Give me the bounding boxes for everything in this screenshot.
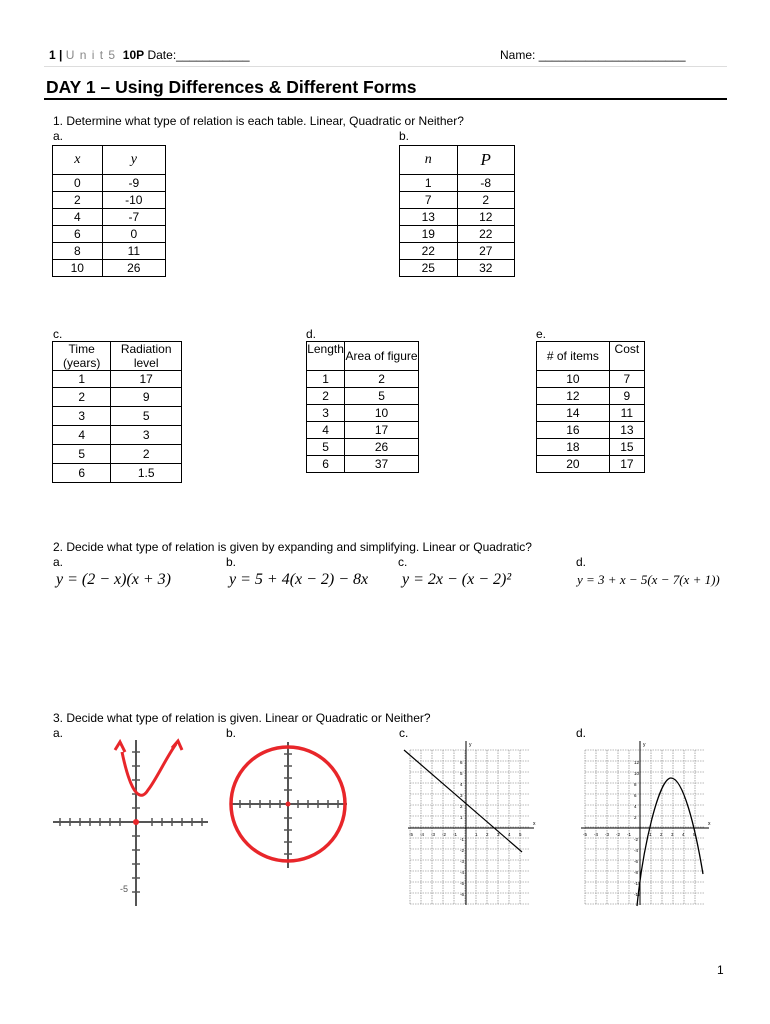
graph-a-axes — [53, 740, 208, 906]
name-label: Name: — [500, 48, 536, 62]
graph-a-origin — [133, 819, 139, 825]
table-cell: -9 — [102, 175, 165, 192]
graph-b — [226, 740, 351, 870]
table-cell: 13 — [400, 209, 458, 226]
footer-page-number: 1 — [717, 963, 724, 977]
table-cell: 10 — [345, 405, 419, 422]
table-cell: 1 — [400, 175, 458, 192]
x-tick-label: 1 — [475, 832, 478, 837]
table-cell: 20 — [537, 456, 610, 473]
equation-c: y = 2x − (x − 2)² — [402, 571, 512, 588]
header-right — [500, 48, 686, 62]
table-cell: 9 — [609, 388, 644, 405]
y-tick-label: 2 — [460, 804, 463, 809]
table-cell: 5 — [307, 439, 345, 456]
date-field[interactable]: ___________ — [176, 48, 250, 62]
table-header: Area of figure — [345, 342, 419, 371]
x-tick-label: 1 — [649, 832, 652, 837]
y-tick-label: 6 — [460, 760, 463, 765]
x-tick-label: 5 — [693, 832, 696, 837]
graph-a-tick-label: -5 — [120, 884, 129, 894]
table-cell: -10 — [102, 192, 165, 209]
x-tick-label: -1 — [627, 832, 632, 837]
graph-c-axes — [408, 741, 534, 905]
table-e — [536, 341, 645, 473]
y-tick-label: 5 — [460, 771, 463, 776]
equation-a: y = (2 − x)(x + 3) — [56, 571, 172, 588]
graph-a-curve — [122, 744, 176, 795]
table-cell: 2 — [53, 388, 111, 407]
table-cell: 1 — [53, 371, 111, 388]
table-cell: 12 — [457, 209, 515, 226]
table-cell: 11 — [102, 243, 165, 260]
table-cell: 10 — [53, 260, 103, 277]
x-tick-label: -3 — [605, 832, 610, 837]
date-label: Date: — [147, 48, 177, 62]
graph-d-axis-x: x — [708, 821, 711, 827]
x-tick-label: 2 — [660, 832, 663, 837]
table-cell: 4 — [53, 209, 103, 226]
y-tick-label: -12 — [634, 892, 641, 897]
y-tick-label: 1 — [460, 815, 463, 820]
table-cell: 2 — [111, 445, 182, 464]
page-title: DAY 1 – Using Differences & Different Forms — [46, 77, 417, 97]
table-cell: 6 — [53, 464, 111, 483]
x-tick-label: 4 — [682, 832, 685, 837]
table-a — [52, 145, 166, 277]
x-tick-label: -4 — [594, 832, 599, 837]
y-tick-label: -2 — [460, 848, 465, 853]
x-tick-label: 2 — [486, 832, 489, 837]
equation-d: y = 3 + x − 5(x − 7(x + 1)) — [577, 572, 720, 587]
table-cell: 2 — [53, 192, 103, 209]
x-tick-label: 4 — [508, 832, 511, 837]
table-cell: 22 — [457, 226, 515, 243]
table-cell: 22 — [400, 243, 458, 260]
table-cell: 3 — [111, 426, 182, 445]
y-tick-label: -1 — [460, 837, 465, 842]
q1-d-label: d. — [306, 327, 317, 341]
separator: | — [59, 48, 63, 62]
y-tick-label: -6 — [634, 859, 639, 864]
x-tick-label: 3 — [671, 832, 674, 837]
table-cell: 27 — [457, 243, 515, 260]
graph-c-axis-y: y — [469, 742, 472, 748]
x-tick-label: 3 — [497, 832, 500, 837]
table-header: # of items — [537, 342, 610, 371]
x-tick-label: 5 — [519, 832, 522, 837]
y-tick-label: -6 — [460, 892, 465, 897]
q1-a-label: a. — [53, 129, 64, 143]
y-tick-label: -8 — [634, 870, 639, 875]
table-header: Length — [307, 342, 345, 371]
table-cell: 7 — [609, 371, 644, 388]
table-header: Cost — [609, 342, 644, 371]
table-cell: 5 — [53, 445, 111, 464]
table-header: x — [53, 146, 103, 175]
table-cell: 1 — [307, 371, 345, 388]
table-cell: 1.5 — [111, 464, 182, 483]
table-cell: 5 — [111, 407, 182, 426]
title-rule — [44, 98, 727, 100]
table-header: Radiation level — [111, 342, 182, 371]
table-b — [399, 145, 515, 277]
table-cell: 2 — [307, 388, 345, 405]
y-tick-label: -3 — [460, 859, 465, 864]
q2-b-label: b. — [226, 555, 237, 569]
q2-c-label: c. — [398, 555, 408, 569]
table-cell: 18 — [537, 439, 610, 456]
y-tick-label: 4 — [634, 804, 637, 809]
header-left — [49, 48, 250, 62]
table-cell: 5 — [345, 388, 419, 405]
graph-d-curve — [637, 778, 703, 906]
x-tick-label: -5 — [409, 832, 414, 837]
q1-b-label: b. — [399, 129, 410, 143]
q3-a-label: a. — [53, 726, 64, 740]
table-cell: 16 — [537, 422, 610, 439]
table-cell: 26 — [102, 260, 165, 277]
table-cell: 2 — [457, 192, 515, 209]
table-cell: 12 — [537, 388, 610, 405]
table-cell: 4 — [53, 426, 111, 445]
graph-b-origin — [286, 802, 291, 807]
graph-a — [48, 738, 218, 908]
table-cell: 4 — [307, 422, 345, 439]
y-tick-label: 10 — [634, 771, 640, 776]
q3-prompt: 3. Decide what type of relation is given. Linear or Quadratic or Neither? — [53, 711, 431, 725]
graph-d-axes — [581, 741, 709, 905]
table-cell: 17 — [111, 371, 182, 388]
table-cell: 0 — [102, 226, 165, 243]
table-cell: -7 — [102, 209, 165, 226]
table-cell: 37 — [345, 456, 419, 473]
y-tick-label: -4 — [460, 870, 465, 875]
table-cell: 10 — [537, 371, 610, 388]
q3-d-label: d. — [576, 726, 587, 740]
table-header: y — [102, 146, 165, 175]
page-number: 1 — [49, 48, 56, 62]
table-cell: 7 — [400, 192, 458, 209]
unit-label: U n i t 5 — [65, 48, 117, 62]
y-tick-label: -10 — [634, 881, 641, 886]
q2-a-label: a. — [53, 555, 64, 569]
graph-d — [575, 738, 715, 908]
table-c — [52, 341, 182, 483]
header-divider — [44, 66, 727, 67]
table-cell: 11 — [609, 405, 644, 422]
q2-prompt: 2. Decide what type of relation is given by expanding and simplifying. Linear or Quadratic? — [53, 540, 532, 554]
table-cell: 0 — [53, 175, 103, 192]
graph-d-axis-y: y — [643, 742, 646, 748]
table-cell: 19 — [400, 226, 458, 243]
x-tick-label: -3 — [431, 832, 436, 837]
table-cell: 2 — [345, 371, 419, 388]
x-tick-label: -2 — [616, 832, 621, 837]
table-d — [306, 341, 419, 473]
table-header: n — [400, 146, 458, 175]
y-tick-label: 3 — [460, 793, 463, 798]
table-cell: 15 — [609, 439, 644, 456]
table-header: P — [457, 146, 515, 175]
x-tick-label: -4 — [420, 832, 425, 837]
graph-a-arrow-left — [115, 742, 125, 752]
q1-e-label: e. — [536, 327, 547, 341]
q2-d-label: d. — [576, 555, 587, 569]
table-cell: 32 — [457, 260, 515, 277]
table-cell: 17 — [609, 456, 644, 473]
y-tick-label: 8 — [634, 782, 637, 787]
table-cell: 25 — [400, 260, 458, 277]
graph-d-grid — [585, 750, 705, 904]
table-cell: -8 — [457, 175, 515, 192]
x-tick-label: -1 — [453, 832, 458, 837]
y-tick-label: -4 — [634, 848, 639, 853]
equation-b: y = 5 + 4(x − 2) − 8x — [229, 571, 369, 588]
q3-b-label: b. — [226, 726, 237, 740]
table-cell: 9 — [111, 388, 182, 407]
table-cell: 14 — [537, 405, 610, 422]
table-cell: 17 — [345, 422, 419, 439]
graph-c-axis-x: x — [533, 821, 536, 827]
table-cell: 8 — [53, 243, 103, 260]
y-tick-label: 2 — [634, 815, 637, 820]
y-tick-label: -5 — [460, 881, 465, 886]
graph-c — [400, 738, 540, 908]
q1-prompt: 1. Determine what type of relation is each table. Linear, Quadratic or Neither? — [53, 114, 464, 128]
y-tick-label: 12 — [634, 760, 640, 765]
x-tick-label: -2 — [442, 832, 447, 837]
table-cell: 6 — [53, 226, 103, 243]
q1-c-label: c. — [53, 327, 63, 341]
table-cell: 13 — [609, 422, 644, 439]
q3-c-label: c. — [399, 726, 409, 740]
table-cell: 3 — [53, 407, 111, 426]
y-tick-label: -2 — [634, 837, 639, 842]
course-label: 10P — [122, 48, 145, 62]
graph-c-grid — [410, 750, 530, 904]
table-cell: 26 — [345, 439, 419, 456]
table-cell: 3 — [307, 405, 345, 422]
table-header: Time (years) — [53, 342, 111, 371]
table-cell: 6 — [307, 456, 345, 473]
y-tick-label: 4 — [460, 782, 463, 787]
name-field[interactable]: ______________________ — [538, 48, 686, 62]
y-tick-label: 6 — [634, 793, 637, 798]
x-tick-label: -5 — [583, 832, 588, 837]
